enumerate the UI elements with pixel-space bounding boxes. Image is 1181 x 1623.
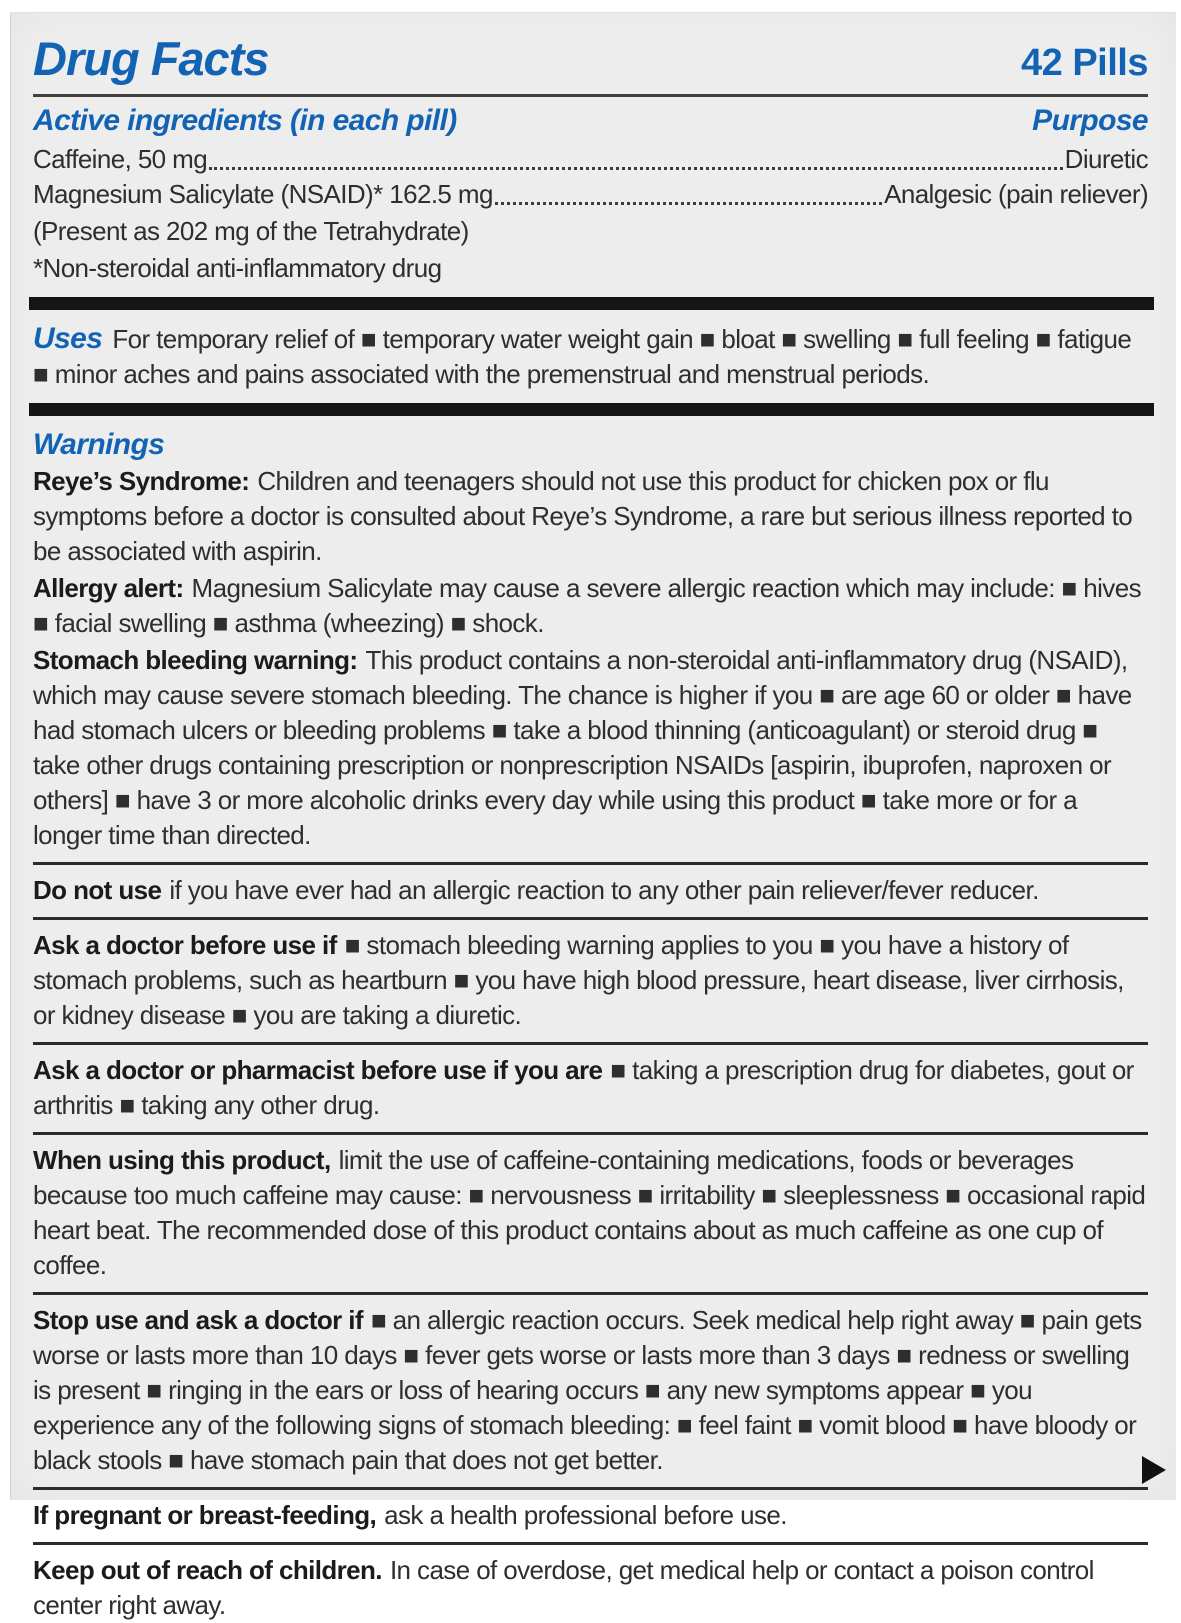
do-not-use-section: [33, 862, 1148, 908]
keep-out-of-reach-section: [33, 1542, 1148, 1623]
pregnant-section: [33, 1487, 1148, 1533]
allergy-lead: Allergy alert:: [33, 573, 184, 603]
ingredient-purpose: Diuretic: [1064, 144, 1148, 174]
ask-doctor-pharmacist-section: [33, 1042, 1148, 1123]
ask-doctor-lead: Ask a doctor before use if: [33, 930, 337, 960]
ingredient-note-tetrahydrate: (Present as 202 mg of the Tetrahydrate): [33, 216, 469, 246]
when-using-text: limit the use of caffeine-containing medications, foods or beverages because too much caffeine may cause: ■ nervousness ■ irritability ■ sleeplessness ■ occasional rapid heart beat. The recommended dose of this product contains about as much caffeine as one cup of coffee.: [33, 1145, 1146, 1280]
active-ingredients-heading: Active ingredients (in each pill): [33, 104, 457, 137]
ingredient-row-caffeine: [33, 142, 1148, 177]
ingredient-note-nsaid: *Non-steroidal anti-inflammatory drug: [33, 253, 442, 283]
stomach-bleeding-paragraph: [33, 643, 1148, 853]
reyes-lead: Reye’s Syndrome:: [33, 466, 250, 496]
keep-out-text: In case of overdose, get medical help or contact a poison control center right away.: [33, 1555, 1094, 1620]
dotted-leader: [495, 202, 882, 205]
do-not-use-lead: Do not use: [33, 875, 162, 905]
pill-count: 42 Pills: [1021, 42, 1148, 84]
pregnant-lead: If pregnant or breast-feeding,: [33, 1500, 377, 1530]
drug-facts-label: [10, 12, 1176, 1620]
section-bar: [29, 403, 1154, 416]
purpose-heading: Purpose: [1032, 104, 1148, 137]
allergy-text: Magnesium Salicylate may cause a severe allergic reaction which may include: ■ hives ■ facial swelling ■ asthma (wheezing) ■ shock.: [33, 573, 1141, 638]
reyes-text: Children and teenagers should not use this product for chicken pox or flu symptoms before a doctor is consulted about Reye’s Syndrome, a rare but serious illness reported to be associated with aspirin.: [33, 466, 1133, 566]
ingredient-name: Caffeine, 50 mg: [33, 144, 208, 174]
when-using-section: [33, 1132, 1148, 1283]
when-using-lead: When using this product,: [33, 1145, 331, 1175]
stop-use-text: ■ an allergic reaction occurs. Seek medical help right away ■ pain gets worse or lasts more than 10 days ■ fever gets worse or lasts more than 3 days ■ redness or swelling is present ■ ringing in the ears or loss of hearing occurs ■ any new symptoms appear ■ you experience any of the following signs of stomach bleeding: ■ feel faint ■ vomit blood ■ have bloody or black stools ■ have stomach pain that does not get better.: [33, 1305, 1142, 1475]
uses-paragraph: [33, 321, 1148, 392]
divider-under-title: [33, 94, 1148, 97]
uses-label: Uses: [33, 322, 103, 355]
ingredient-name: Magnesium Salicylate (NSAID)* 162.5 mg: [33, 179, 493, 209]
ask-doctor-pharmacist-text: ■ taking a prescription drug for diabetes, gout or arthritis ■ taking any other drug.: [33, 1055, 1134, 1120]
ingredient-purpose: Analgesic (pain reliever): [884, 179, 1148, 209]
ask-doctor-text: ■ stomach bleeding warning applies to you ■ you have a history of stomach problems, such as heartburn ■ you have high blood pressure, heart disease, liver cirrhosis, or kidney disease ■ you are taking a diuretic.: [33, 930, 1124, 1030]
stop-use-lead: Stop use and ask a doctor if: [33, 1305, 363, 1335]
warnings-heading: Warnings: [33, 428, 165, 461]
reyes-syndrome-paragraph: [33, 464, 1148, 569]
ingredient-row-magnesium: [33, 177, 1148, 212]
ask-doctor-pharmacist-lead: Ask a doctor or pharmacist before use if you are: [33, 1055, 603, 1085]
ask-doctor-section: [33, 917, 1148, 1033]
do-not-use-text: if you have ever had an allergic reaction to any other pain reliever/fever reducer.: [169, 875, 1039, 905]
pregnant-text: ask a health professional before use.: [384, 1500, 787, 1530]
active-ingredients-header: [33, 103, 1148, 138]
dotted-leader: [209, 167, 1063, 170]
section-bar: [29, 297, 1154, 310]
continue-arrow-icon: [1142, 1456, 1166, 1484]
stomach-lead: Stomach bleeding warning:: [33, 645, 358, 675]
page-title: Drug Facts: [33, 32, 269, 85]
keep-out-lead: Keep out of reach of children.: [33, 1555, 382, 1585]
allergy-alert-paragraph: [33, 571, 1148, 641]
stop-use-section: [33, 1292, 1148, 1478]
stomach-text: This product contains a non-steroidal anti-inflammatory drug (NSAID), which may cause severe stomach bleeding. The chance is higher if you ■ are age 60 or older ■ have had stomach ulcers or bleeding problems ■ take a blood thinning (anticoagulant) or steroid drug ■ take other drugs containing prescription or nonprescription NSAIDs [aspirin, ibuprofen, naproxen or others] ■ have 3 or more alcoholic drinks every day while using this product ■ take more or for a longer time than directed.: [33, 645, 1132, 850]
uses-text: For temporary relief of ■ temporary water weight gain ■ bloat ■ swelling ■ full feeling ■ fatigue ■ minor aches and pains associated with the premenstrual and menstrual periods.: [33, 324, 1132, 389]
header: [33, 32, 1148, 85]
